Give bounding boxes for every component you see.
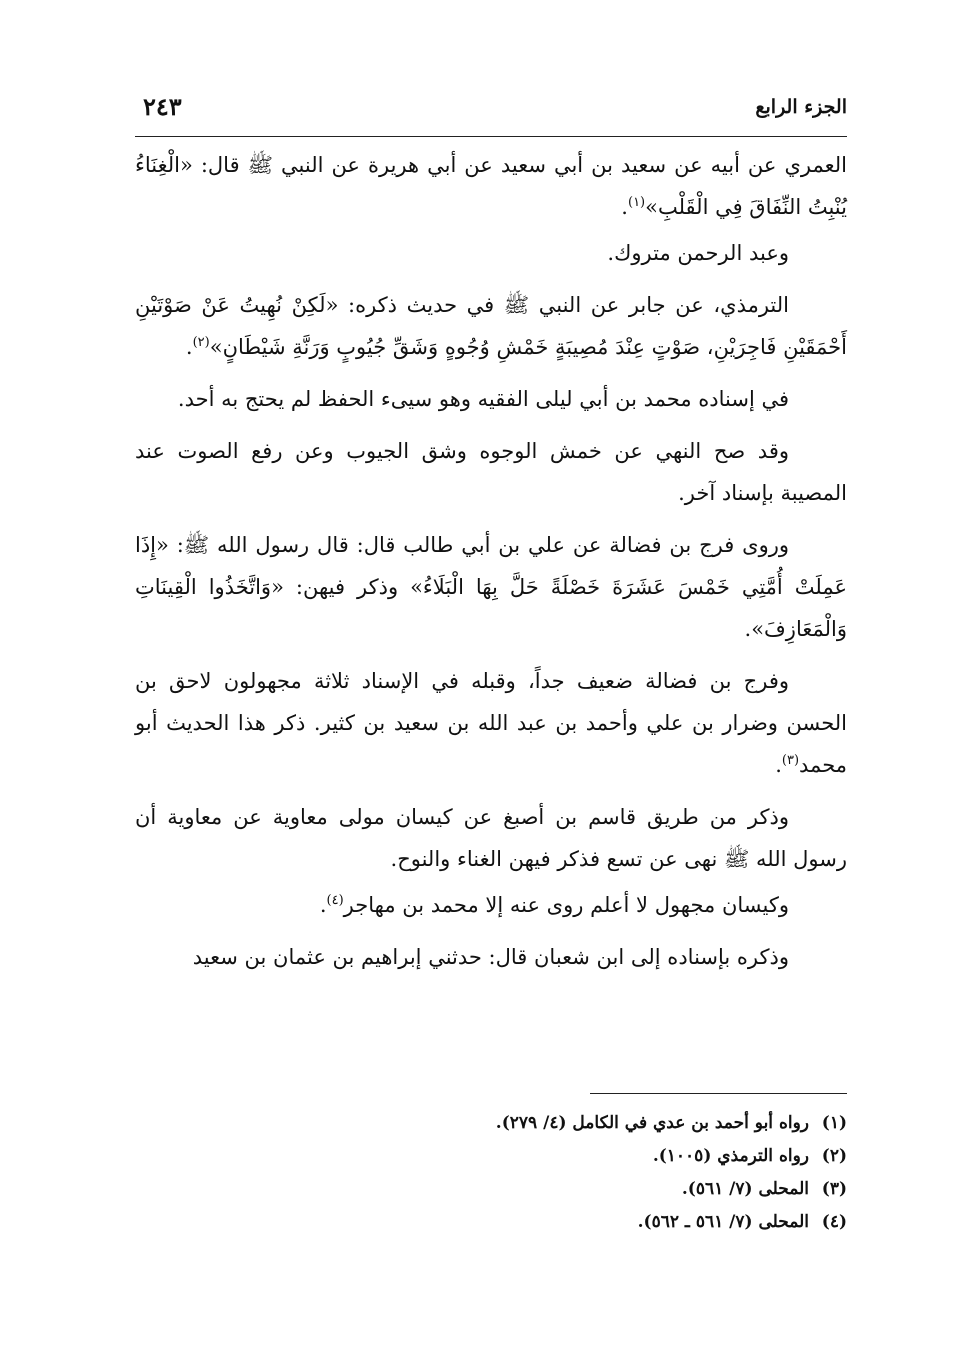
page-number: ٢٤٣ bbox=[143, 92, 182, 121]
paragraph bbox=[135, 796, 847, 880]
paragraph bbox=[135, 284, 847, 368]
paragraph-text: وعبد الرحمن متروك. bbox=[607, 241, 789, 265]
footnote-marker: (٣) bbox=[781, 753, 800, 768]
footnote-text: رواه الترمذي (١٠٠٥). bbox=[652, 1146, 809, 1166]
footnote-number: (٤) bbox=[821, 1212, 847, 1232]
paragraph bbox=[135, 936, 847, 978]
paragraph bbox=[135, 232, 847, 274]
paragraph bbox=[135, 144, 847, 228]
main-text bbox=[135, 144, 847, 988]
footnote bbox=[135, 1173, 847, 1206]
footnote-text: رواه أبو أحمد بن عدي في الكامل (٤/ ٢٧٩). bbox=[495, 1113, 809, 1133]
paragraph-text: العمري عن أبيه عن سعيد بن أبي سعيد عن أبي هريرة عن النبي ﷺ قال: «الْغِنَاءُ يُنْبِتُ النِّفَاقَ فِي الْقَلْبِ» bbox=[135, 153, 847, 219]
paragraph-text: الترمذي، عن جابر عن النبي ﷺ في حديث ذكره: «لَكِنْ نُهِيتُ عَنْ صَوْتَيْنِ أَحْمَقَيْنِ فَاجِرَيْنِ، صَوْتٍ عِنْدَ مُصِيبَةٍ خَمْشِ وُجُوهٍ وَشَقِّ جُيُوبٍ وَرَنَّةِ شَيْطَانٍ» bbox=[135, 293, 847, 359]
paragraph-text: في إسناده محمد بن أبي ليلى الفقيه وهو سيىء الحفظ لم يحتج به أحد. bbox=[177, 387, 789, 411]
footnote-marker: (١) bbox=[627, 195, 646, 210]
footnote-marker: (٢) bbox=[192, 335, 210, 350]
footnote bbox=[135, 1140, 847, 1173]
paragraph bbox=[135, 430, 847, 514]
paragraph-text: وكيسان مجهول لا أعلم روى عنه إلا محمد بن مهاجر bbox=[343, 893, 789, 917]
footnote-text: المحلى (٧/ ٥٦١). bbox=[681, 1179, 809, 1199]
paragraph-text: وقد صح النهي عن خمش الوجوه وشق الجيوب وعن رفع الصوت عند المصيبة بإسناد آخر. bbox=[135, 439, 847, 505]
footnote bbox=[135, 1107, 847, 1140]
footnote-text: المحلى (٧/ ٥٦١ ـ ٥٦٢). bbox=[637, 1212, 809, 1232]
footnote-number: (١) bbox=[821, 1113, 847, 1133]
page-header bbox=[135, 92, 847, 132]
footnote-number: (٢) bbox=[821, 1146, 847, 1166]
paragraph-tail: . bbox=[621, 195, 628, 219]
paragraph-text: وذكر من طريق قاسم بن أصبغ عن كيسان مولى معاوية عن معاوية أن رسول الله ﷺ نهى عن تسع فذكر فيهن الغناء والنوح. bbox=[135, 805, 847, 871]
footnotes bbox=[135, 1107, 847, 1239]
footnote-divider bbox=[590, 1093, 847, 1094]
paragraph-text: وفرج بن فضالة ضعيف جداً، وقبله في الإسناد ثلاثة مجهولون لاحق بن الحسن وضرار بن علي وأحمد بن عبد الله بن سعيد بن كثير. ذكر هذا الحديث أبو محمد bbox=[135, 669, 847, 777]
header-divider bbox=[135, 136, 847, 137]
paragraph-text: وذكره بإسناده إلى ابن شعبان قال: حدثني إبراهيم بن عثمان بن سعيد bbox=[192, 945, 789, 969]
footnote-number: (٣) bbox=[821, 1179, 847, 1199]
footnote-marker: (٤) bbox=[326, 893, 344, 908]
paragraph bbox=[135, 660, 847, 786]
footnote bbox=[135, 1206, 847, 1239]
paragraph bbox=[135, 884, 847, 926]
paragraph-text: وروى فرج بن فضالة عن علي بن أبي طالب قال: قال رسول الله ﷺ: «إِذَا عَمِلَتْ أُمَّتِي خَمْسَ عَشَرَةَ خَصْلَةً حَلَّ بِهَا الْبَلَاءُ» وذكر فيهن: «وَاتَّخَذُوا الْقِينَاتِ وَالْمَعَازِفَ». bbox=[135, 533, 847, 641]
paragraph bbox=[135, 524, 847, 650]
running-title: الجزء الرابع bbox=[755, 96, 847, 118]
paragraph-tail: . bbox=[185, 335, 193, 359]
paragraph bbox=[135, 378, 847, 420]
paragraph-tail: . bbox=[775, 753, 782, 777]
paragraph-tail: . bbox=[319, 893, 327, 917]
